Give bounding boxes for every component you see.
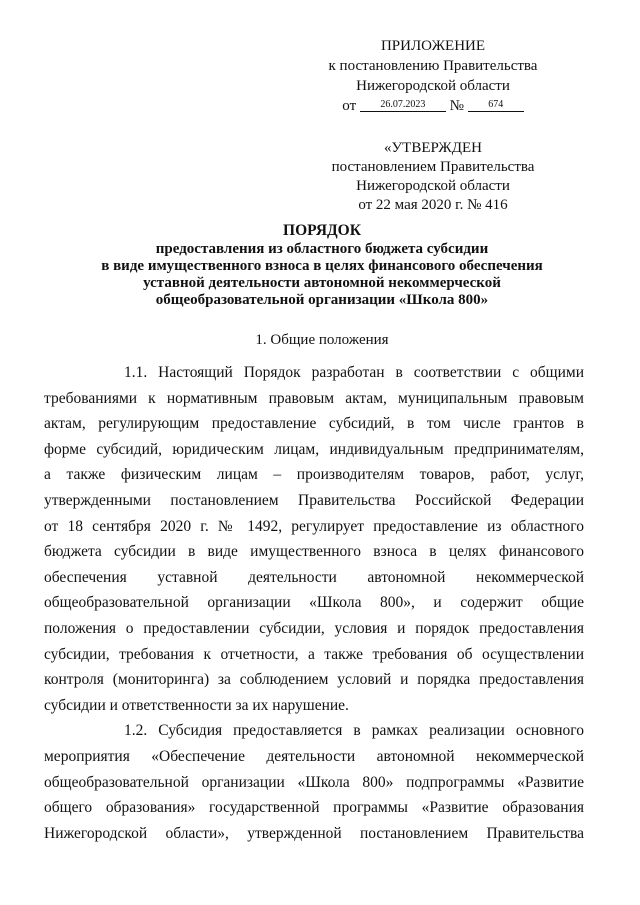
title-line: в виде имущественного взноса в целях финансового обеспечения xyxy=(101,258,543,274)
approved-block xyxy=(318,139,548,215)
text-line: бюджета субсидии в виде имущественного взноса в целях финансового xyxy=(44,543,584,561)
approved-line-2: постановлением Правительства xyxy=(331,159,535,175)
decree-number: 674 xyxy=(468,99,524,112)
decree-date: 26.07.2023 xyxy=(360,99,446,112)
paragraph-1-2 xyxy=(44,718,584,846)
title-line: общеобразовательной организации «Школа 800» xyxy=(155,292,489,308)
appendix-line-1: к постановлению Правительства xyxy=(328,58,538,74)
text-line: требованиями к нормативным правовым актам, муниципальным правовым xyxy=(44,389,584,407)
text-line: контроля (мониторинга) за соблюдением условий и порядка предоставления xyxy=(44,671,584,689)
text-line: общего образования» государственной программы «Развитие образования xyxy=(44,799,584,817)
text-line: 1.2. Субсидия предоставляется в рамках реализации основного xyxy=(124,722,584,740)
text-line: утвержденными постановлением Правительства Российской Федерации xyxy=(44,491,584,509)
text-line: общеобразовательной организации «Школа 800» подпрограммы «Развитие xyxy=(44,773,584,791)
approved-line-1: «УТВЕРЖДЕН xyxy=(384,140,482,156)
text-line: общеобразовательной организации «Школа 800», и содержит общие xyxy=(44,594,584,612)
text-line: субсидии и ответственности за их нарушение. xyxy=(44,696,349,714)
text-line: положения о предоставлении субсидии, условия и порядок предоставления xyxy=(44,619,584,637)
from-label: от xyxy=(342,98,357,114)
paragraph-1-1 xyxy=(44,360,584,718)
text-line: Нижегородской области», утвержденной постановлением Правительства xyxy=(44,824,584,842)
text-line: 1.1. Настоящий Порядок разработан в соответствии с общими xyxy=(124,364,584,381)
section-heading: 1. Общие положения xyxy=(255,332,389,348)
appendix-line-2: Нижегородской области xyxy=(356,78,510,94)
document-body xyxy=(44,360,584,846)
text-line: обеспечения уставной деятельности автономной некоммерческой xyxy=(44,568,584,586)
text-line: форме субсидий, юридическим лицам, индивидуальным предпринимателям, xyxy=(44,440,584,458)
title-heading: ПОРЯДОК xyxy=(283,222,361,239)
document-title xyxy=(60,222,584,309)
appendix-block xyxy=(318,36,548,118)
text-line: субсидии, требования к отчетности, а также требования об осуществлении xyxy=(44,645,584,663)
approved-line-4: от 22 мая 2020 г. № 416 xyxy=(358,197,508,213)
text-line: а также физическим лицам – производителям товаров, работ, услуг, xyxy=(44,466,584,484)
text-line: актам, регулирующим предоставление субсидий, в том числе грантов в xyxy=(44,415,584,433)
appendix-title: ПРИЛОЖЕНИЕ xyxy=(380,38,486,54)
title-line: предоставления из областного бюджета субсидии xyxy=(155,241,489,257)
number-label: № xyxy=(449,98,464,114)
text-line: от 18 сентября 2020 г. № 1492, регулирует предоставление из областного xyxy=(44,517,584,535)
title-line: уставной деятельности автономной некоммерческой xyxy=(143,275,501,291)
appendix-date-line xyxy=(318,96,548,118)
text-line: мероприятия «Обеспечение деятельности автономной некоммерческой xyxy=(44,747,584,765)
approved-line-3: Нижегородской области xyxy=(356,178,510,194)
